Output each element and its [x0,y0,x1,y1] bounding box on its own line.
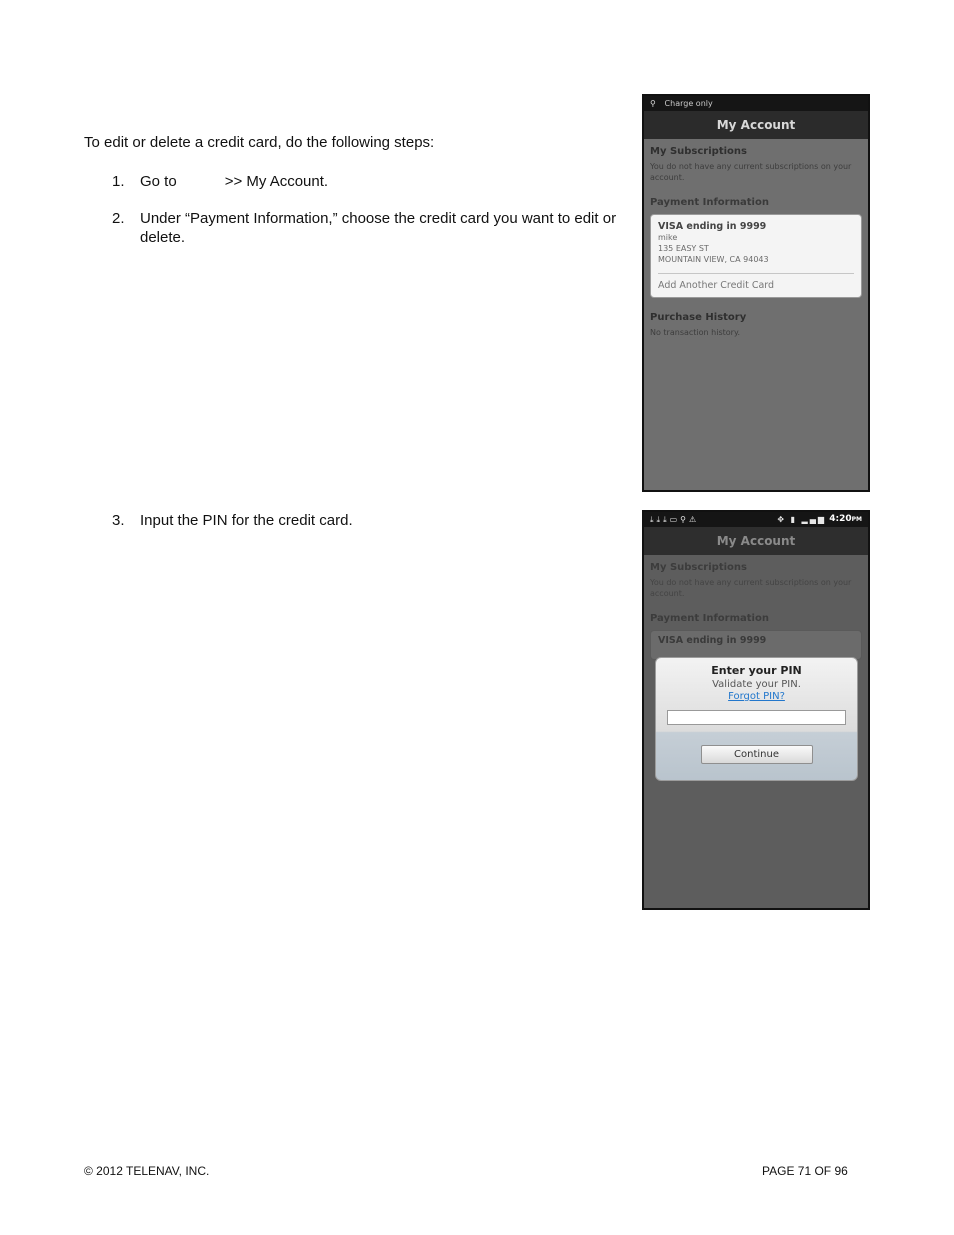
step-number: 2. [112,210,125,227]
payment-header: Payment Information [650,197,769,208]
credit-card-item[interactable] [658,221,854,265]
notification-icons: ⤓⤓⤓▭⚲⚠ [650,515,700,524]
usb-icon: ⚲ [650,99,656,108]
step-text [140,172,328,191]
screenshot-enter-pin [642,510,870,910]
step-text-after: >> My Account. [224,173,329,190]
subscriptions-header: My Subscriptions [650,146,747,157]
step-3 [112,511,632,531]
step-text: Under “Payment Information,” choose the credit card you want to edit or delete. [140,210,617,246]
dialog-title: Enter your PIN [711,664,802,677]
pin-dialog [655,657,858,781]
clock-time: 4:20 [829,514,852,524]
screenshot-my-account [642,94,870,492]
card-address-line-2: MOUNTAIN VIEW, CA 94043 [658,255,769,264]
status-text: Charge only [664,99,713,108]
footer-copyright: © 2012 TELENAV, INC. [84,1164,210,1178]
dialog-subtitle: Validate your PIN. [712,679,801,690]
signal-icons: ✥ ▮ ▂▄▆ [777,515,826,524]
step-1 [112,172,632,192]
card-holder: mike [658,233,678,242]
footer-page-number: PAGE 71 OF 96 [762,1164,848,1178]
pin-input[interactable] [667,710,846,725]
step-number: 3. [112,512,125,529]
forgot-pin-link[interactable]: Forgot PIN? [728,691,785,702]
payment-header: Payment Information [650,613,769,624]
purchase-history-header: Purchase History [650,312,747,323]
subscriptions-text: You do not have any current subscriptions on your account. [650,578,852,598]
step-2 [112,209,632,249]
step-text-before: Go to [140,173,177,190]
screen-title: My Account [644,527,868,555]
card-title: VISA ending in 9999 [658,221,767,232]
subscriptions-text: You do not have any current subscriptions on your account. [650,162,852,182]
continue-button[interactable]: Continue [701,745,813,764]
screen-title: My Account [644,111,868,139]
credit-card-item: VISA ending in 9999 [650,630,862,660]
add-credit-card-button[interactable]: Add Another Credit Card [658,273,854,291]
status-bar [644,512,868,527]
account-content [644,139,868,490]
step-number: 1. [112,173,125,190]
card-address-line-1: 135 EASY ST [658,244,709,253]
clock-suffix: PM [851,516,862,523]
purchase-history-text: No transaction history. [650,328,741,337]
step-text: Input the PIN for the credit card. [140,512,353,529]
credit-card-list [650,214,862,298]
status-clock [829,512,862,527]
status-bar [644,96,868,111]
subscriptions-header: My Subscriptions [650,562,747,573]
intro-text: To edit or delete a credit card, do the following steps: [84,134,435,151]
